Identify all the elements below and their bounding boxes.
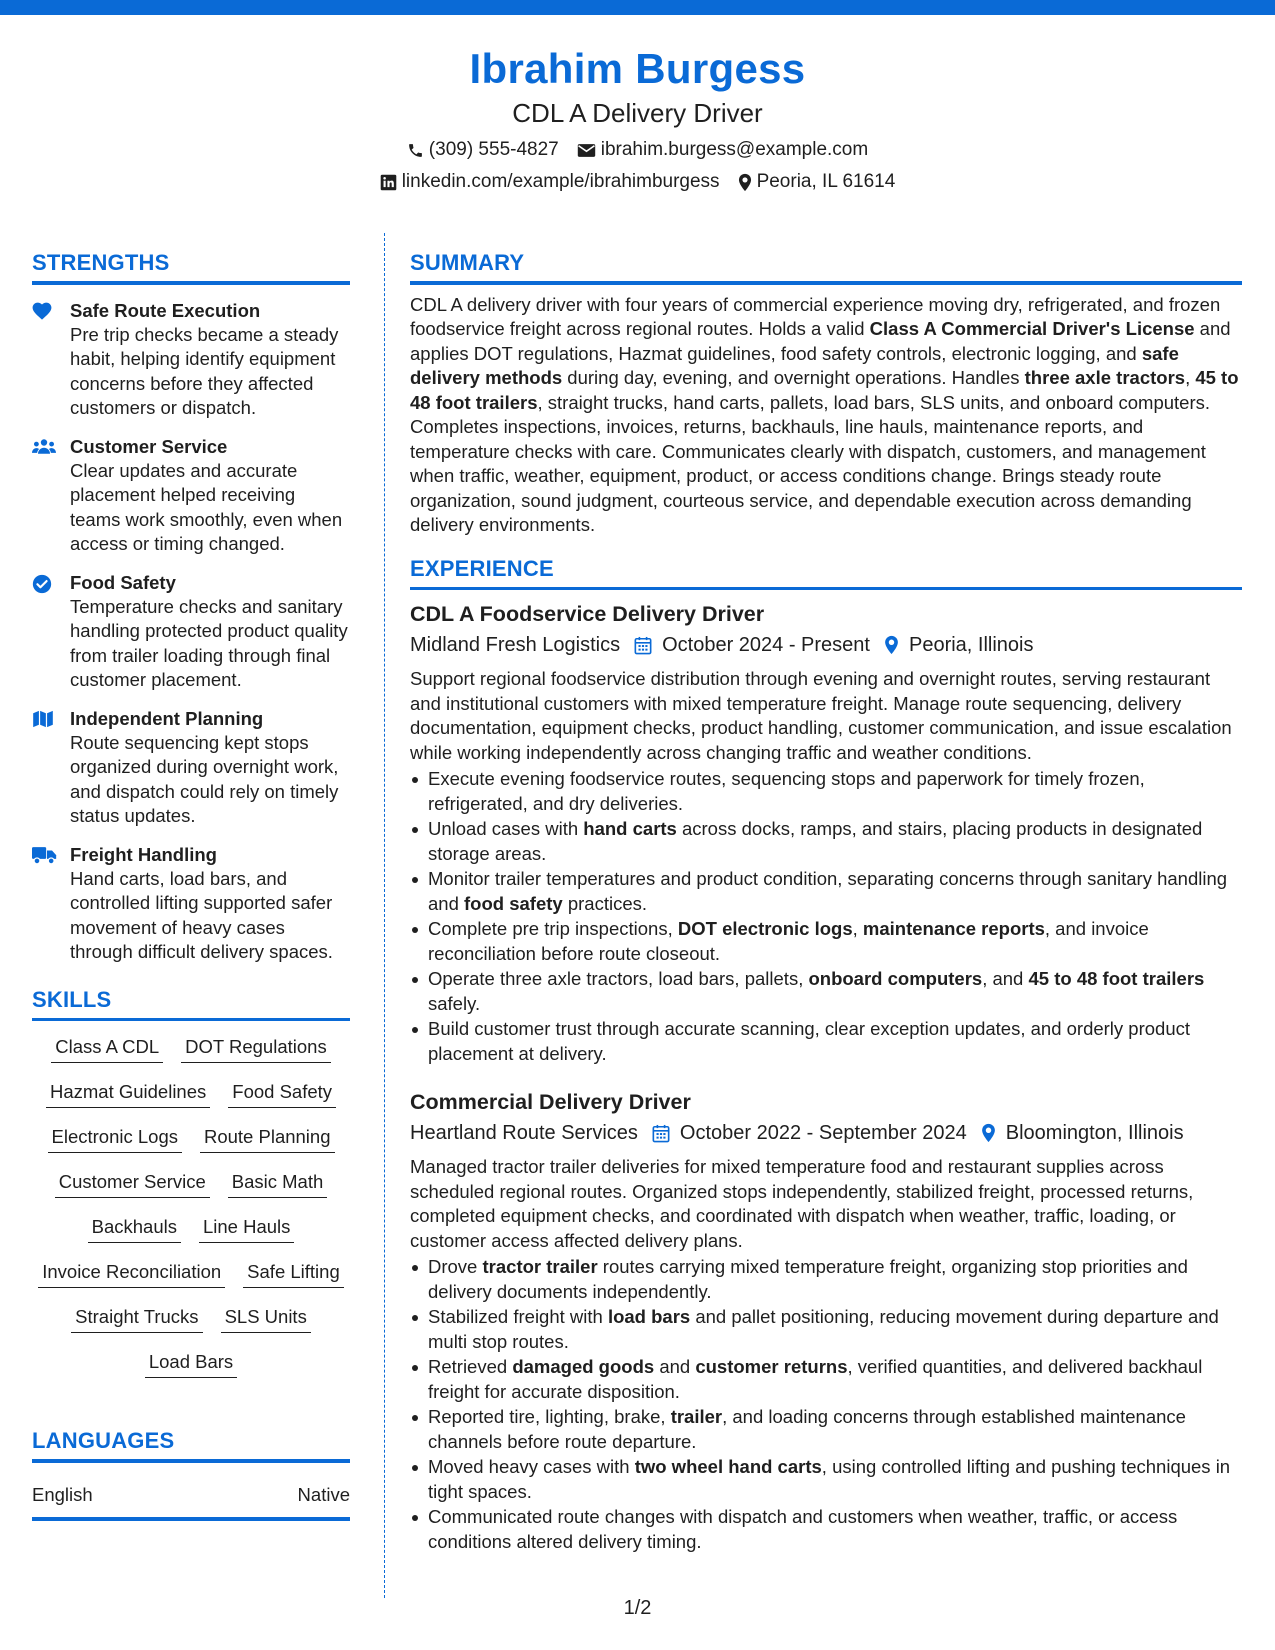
- column-divider: [384, 233, 385, 1598]
- skill-tag: Backhauls: [88, 1215, 181, 1243]
- job-bullets: [410, 1255, 1242, 1554]
- location-contact: [738, 170, 896, 194]
- phone-contact[interactable]: [407, 138, 559, 162]
- phone-text: (309) 555-4827: [428, 139, 559, 160]
- skill-tag: Load Bars: [145, 1350, 237, 1378]
- skill-tag: Food Safety: [228, 1080, 336, 1108]
- skill-tag: Line Hauls: [199, 1215, 294, 1243]
- summary-heading: SUMMARY: [410, 250, 525, 275]
- page-number: 1/2: [623, 1597, 652, 1619]
- summary-text: CDL A delivery driver with four years of commercial experience moving dry, refrigerated, and frozen foodservice freight across regional routes. Holds a valid Class A Commercial Driver's License and applies DOT regulations, Hazmat guidelines, food safety controls, electronic logging, and safe delivery methods during day, evening, and overnight operations. Handles three axle tractors, 45 to 48 foot trailers, straight trucks, hand carts, pallets, load bars, SLS units, and onboard computers. Completes inspections, invoices, returns, backhauls, line hauls, maintenance reports, and temperature checks with care. Communicates clearly with dispatch, customers, and management when traffic, weather, equipment, product, or access conditions change. Brings steady route organization, sound judgment, courteous service, and dependable execution across demanding delivery environments.: [410, 293, 1239, 535]
- language-name: English: [32, 1483, 93, 1505]
- skills-heading: SKILLS: [32, 986, 112, 1012]
- job-meta: [410, 631, 1242, 659]
- email-contact[interactable]: [577, 138, 868, 162]
- job-bullet: Unload cases with hand carts across docks, ramps, and stairs, placing products in designated storage areas.: [410, 817, 1242, 866]
- phone-icon: [407, 142, 424, 159]
- map-icon: [32, 710, 54, 728]
- job-dates: October 2024 - Present: [662, 634, 870, 656]
- skills-section: [32, 985, 350, 1379]
- job-bullet: Build customer trust through accurate scanning, clear exception updates, and orderly product placement at delivery.: [410, 1017, 1242, 1066]
- job-bullet: Complete pre trip inspections, DOT electronic logs, maintenance reports, and invoice reconciliation before route closeout.: [410, 917, 1242, 966]
- experience-heading: EXPERIENCE: [410, 555, 554, 581]
- job-bullet: Communicated route changes with dispatch and customers when weather, traffic, or access conditions altered delivery timing.: [410, 1505, 1242, 1554]
- linkedin-contact[interactable]: [380, 170, 720, 194]
- calendar-icon: [652, 1124, 670, 1143]
- job-bullet: Stabilized freight with load bars and pallet positioning, reducing movement during departure and multi stop routes.: [410, 1305, 1242, 1354]
- strength-desc: Pre trip checks became a steady habit, helping identify equipment concerns before they affected customers or dispatch.: [70, 323, 339, 418]
- users-icon: [32, 438, 56, 455]
- job-location: Peoria, Illinois: [908, 634, 1034, 656]
- job-bullet: Monitor trailer temperatures and product condition, separating concerns through sanitary handling and food safety practices.: [410, 867, 1242, 916]
- skill-tag: Route Planning: [200, 1125, 335, 1153]
- contact-row-2: [0, 170, 1275, 194]
- job-description: Support regional foodservice distribution through evening and overnight routes, serving restaurant and institutional customers with mixed temperature freight. Manage route sequencing, delivery documentation, equipment checks, product handling, customer communication, and issue escalation while working independently across changing traffic and weather conditions.: [410, 668, 1232, 763]
- languages-rule: [32, 1459, 350, 1463]
- strength-item: [32, 843, 350, 965]
- left-column: [32, 248, 350, 1521]
- strength-title: Safe Route Execution: [70, 299, 261, 321]
- calendar-icon: [634, 636, 652, 655]
- job-entry: [410, 1088, 1242, 1554]
- job-bullet: Reported tire, lighting, brake, trailer, and loading concerns through established maintenance channels before route departure.: [410, 1405, 1242, 1454]
- job-bullet: Moved heavy cases with two wheel hand carts, using controlled lifting and pushing techniques in tight spaces.: [410, 1455, 1242, 1504]
- job-title: Commercial Delivery Driver: [410, 1090, 691, 1114]
- strengths-rule: [32, 281, 350, 285]
- skill-tag: Electronic Logs: [48, 1125, 182, 1153]
- strengths-heading: STRENGTHS: [32, 250, 170, 275]
- check-circle-icon: [32, 574, 52, 594]
- strength-desc: Temperature checks and sanitary handling protected product quality from trailer loading through final customer placement.: [70, 595, 348, 690]
- job-description: Managed tractor trailer deliveries for mixed temperature food and restaurant supplies across scheduled regional routes. Organized stops independently, stabilized freight, processed returns, completed equipment checks, and coordinated with dispatch when weather, traffic, loading, or customer access affected delivery plans.: [410, 1156, 1194, 1251]
- job-meta: [410, 1119, 1242, 1147]
- strength-item: [32, 299, 350, 421]
- map-pin-icon: [981, 1123, 996, 1143]
- job-bullet: Drove tractor trailer routes carrying mixed temperature freight, organizing stop priorities and delivery documents independently.: [410, 1255, 1242, 1304]
- experience-section: [410, 554, 1242, 1555]
- job-bullets: [410, 767, 1242, 1066]
- job-dates: October 2022 - September 2024: [679, 1122, 967, 1144]
- strength-desc: Clear updates and accurate placement helped receiving teams work smoothly, even when access or timing changed.: [70, 459, 343, 554]
- job-bullet: Operate three axle tractors, load bars, pallets, onboard computers, and 45 to 48 foot trailers safely.: [410, 967, 1242, 1016]
- strength-title: Food Safety: [70, 571, 176, 593]
- strength-desc: Hand carts, load bars, and controlled lifting supported safer movement of heavy cases through difficult delivery spaces.: [70, 867, 333, 962]
- language-row: [32, 1483, 350, 1507]
- job-bullet: Execute evening foodservice routes, sequencing stops and paperwork for timely frozen, refrigerated, and dry deliveries.: [410, 767, 1242, 816]
- linkedin-icon: [380, 174, 397, 191]
- skill-tag: Straight Trucks: [71, 1305, 202, 1333]
- job-bullet: Retrieved damaged goods and customer returns, verified quantities, and delivered backhaul freight for accurate disposition.: [410, 1355, 1242, 1404]
- resume-header: [0, 44, 1275, 194]
- strength-title: Customer Service: [70, 435, 228, 457]
- strength-desc: Route sequencing kept stops organized during overnight work, and dispatch could rely on timely status updates.: [70, 731, 339, 826]
- strength-title: Independent Planning: [70, 707, 264, 729]
- strengths-list: [32, 299, 350, 965]
- map-pin-icon: [738, 173, 752, 192]
- strength-item: [32, 571, 350, 693]
- candidate-headline: CDL A Delivery Driver: [512, 98, 763, 128]
- skill-tag: Basic Math: [228, 1170, 328, 1198]
- envelope-icon: [577, 143, 596, 158]
- experience-rule: [410, 587, 1242, 591]
- map-pin-icon: [884, 635, 899, 655]
- linkedin-text: linkedin.com/example/ibrahimburgess: [401, 171, 720, 192]
- truck-icon: [32, 846, 57, 865]
- contact-row-1: [0, 138, 1275, 162]
- strength-item: [32, 707, 350, 829]
- strength-title: Freight Handling: [70, 843, 217, 865]
- job-title: CDL A Foodservice Delivery Driver: [410, 602, 765, 626]
- strength-item: [32, 435, 350, 557]
- top-accent-bar: [0, 0, 1275, 15]
- job-location: Bloomington, Illinois: [1005, 1122, 1184, 1144]
- company-name: Heartland Route Services: [410, 1122, 638, 1144]
- email-text: ibrahim.burgess@example.com: [600, 139, 869, 160]
- skill-tag: Hazmat Guidelines: [46, 1080, 210, 1108]
- summary-section: [410, 248, 1242, 538]
- location-text: Peoria, IL 61614: [756, 171, 896, 192]
- skill-tag: Customer Service: [55, 1170, 210, 1198]
- language-level: Native: [297, 1483, 350, 1505]
- skill-tag: SLS Units: [221, 1305, 311, 1333]
- skill-tag: Class A CDL: [51, 1035, 163, 1063]
- right-column: [410, 248, 1242, 1555]
- skill-tag: Safe Lifting: [243, 1260, 344, 1288]
- languages-heading: LANGUAGES: [32, 1428, 175, 1453]
- summary-rule: [410, 281, 1242, 285]
- language-level-bar: [32, 1517, 350, 1522]
- company-name: Midland Fresh Logistics: [410, 634, 621, 656]
- heart-icon: [32, 302, 52, 320]
- candidate-name: Ibrahim Burgess: [469, 45, 806, 92]
- skills-rule: [32, 1018, 350, 1022]
- job-entry: [410, 600, 1242, 1066]
- skill-tag: Invoice Reconciliation: [38, 1260, 225, 1288]
- strengths-section: [32, 248, 350, 965]
- skill-tag: DOT Regulations: [181, 1035, 331, 1063]
- languages-section: [32, 1426, 350, 1521]
- skills-list: [32, 1035, 350, 1378]
